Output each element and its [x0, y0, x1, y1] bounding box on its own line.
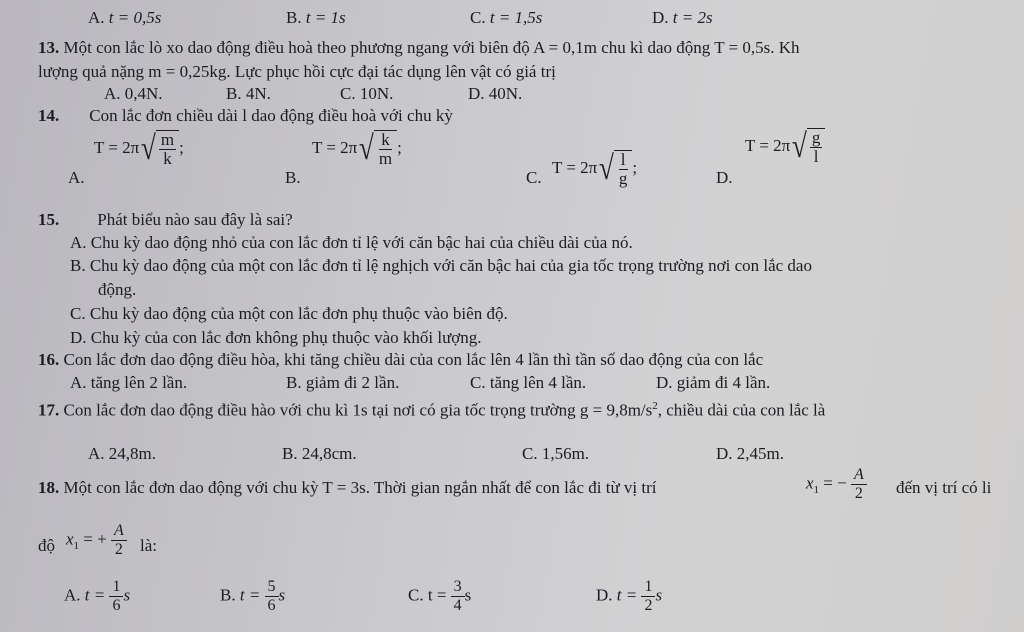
q16-option-c: C. tăng lên 4 lần. [470, 373, 587, 392]
q16-question: 16. Con lắc đơn dao động điều hòa, khi tăng chiều dài của con lắc lên 4 lần thì tần số dao động của con lắc [38, 350, 764, 369]
q15-option-b-line2: động. [98, 280, 137, 299]
q18-option-c: C. t = $\frac{3}{4}$ s [408, 578, 472, 614]
q14-formula-b: T = 2π√ $\frac{k}{m}$ ; [312, 130, 402, 168]
q17-option-a: A. 24,8m. [88, 444, 156, 463]
q15-option-b-line1: B. Chu kỳ dao động của một con lắc đơn tỉ lệ nghịch với căn bậc hai của gia tốc trọng trường nơi con lắc dao [70, 256, 812, 275]
q13-line1: 13. Một con lắc lò xo dao động điều hoà theo phương ngang với biên độ A = 0,1m chu kì dao động T = 0,5s. Kh [38, 38, 800, 57]
q14-option-a-label: A. [68, 168, 85, 187]
q14-option-d-label: D. [716, 168, 733, 187]
q16-option-b: B. giảm đi 2 lần. [286, 373, 400, 392]
q16-option-d: D. giảm đi 4 lần. [656, 373, 771, 392]
q18-option-b: B. t = $\frac{5}{6}$ s [220, 578, 286, 614]
q15-option-c: C. Chu kỳ dao động của một con lắc đơn phụ thuộc vào biên độ. [70, 304, 508, 323]
q17-option-b: B. 24,8cm. [282, 444, 357, 463]
q14-option-b-label: B. [285, 168, 301, 187]
q17-option-d: D. 2,45m. [716, 444, 784, 463]
q14-formula-d: T = 2π√ $\frac{g}{l}$ [745, 128, 825, 166]
q14-formula-c: T = 2π√ $\frac{l}{g}$ ; [552, 150, 638, 188]
q18-label-do: độ [38, 536, 55, 555]
q12-option-a: A. t = 0,5s [88, 8, 162, 27]
q13-option-c: C. 10N. [340, 84, 394, 103]
q14-formula-a: T = 2π√ $\frac{m}{k}$ ; [94, 130, 184, 168]
q14-question: 14. Con lắc đơn chiều dài l dao động điều hoà với chu kỳ [38, 106, 453, 125]
q15-option-a: A. Chu kỳ dao động nhỏ của con lắc đơn tỉ lệ với căn bậc hai của chiều dài của nó. [70, 233, 633, 252]
q14-option-c-label: C. [526, 168, 542, 187]
q18-question-line1: 18. Một con lắc đơn dao động với chu kỳ T = 3s. Thời gian ngắn nhất để con lắc đi từ vị trí [38, 478, 657, 497]
q18-x1-negative: $x_1$ = − $\frac{A}{2}$ [806, 466, 867, 503]
q18-option-a: A. t = $\frac{1}{6}$ s [64, 578, 131, 614]
q18-x1-positive: $x_1$ = + $\frac{A}{2}$ [66, 522, 127, 559]
q13-option-d: D. 40N. [468, 84, 523, 103]
q13-option-b: B. 4N. [226, 84, 271, 103]
q13-option-a: A. 0,4N. [104, 84, 163, 103]
q15-option-d: D. Chu kỳ của con lắc đơn không phụ thuộc vào khối lượng. [70, 328, 482, 347]
q12-option-b: B. t = 1s [286, 8, 346, 27]
q12-option-d: D. t = 2s [652, 8, 713, 27]
q17-question: 17. Con lắc đơn dao động điều hào với chu kì 1s tại nơi có gia tốc trọng trường $g = 9,8m/s^2$, chiều dài của con lắc là [38, 400, 826, 420]
q13-line2: lượng quả nặng m = 0,25kg. Lực phục hồi cực đại tác dụng lên vật có giá trị [38, 62, 556, 81]
q17-option-c: C. 1,56m. [522, 444, 590, 463]
q18-option-d: D. t = $\frac{1}{2}$ s [596, 578, 663, 614]
q16-option-a: A. tăng lên 2 lần. [70, 373, 188, 392]
q15-question: 15. Phát biểu nào sau đây là sai? [38, 210, 293, 229]
q12-option-c: C. t = 1,5s [470, 8, 543, 27]
q18-label-la: là: [140, 536, 157, 555]
q18-question-line1-end: đến vị trí có li [896, 478, 992, 497]
